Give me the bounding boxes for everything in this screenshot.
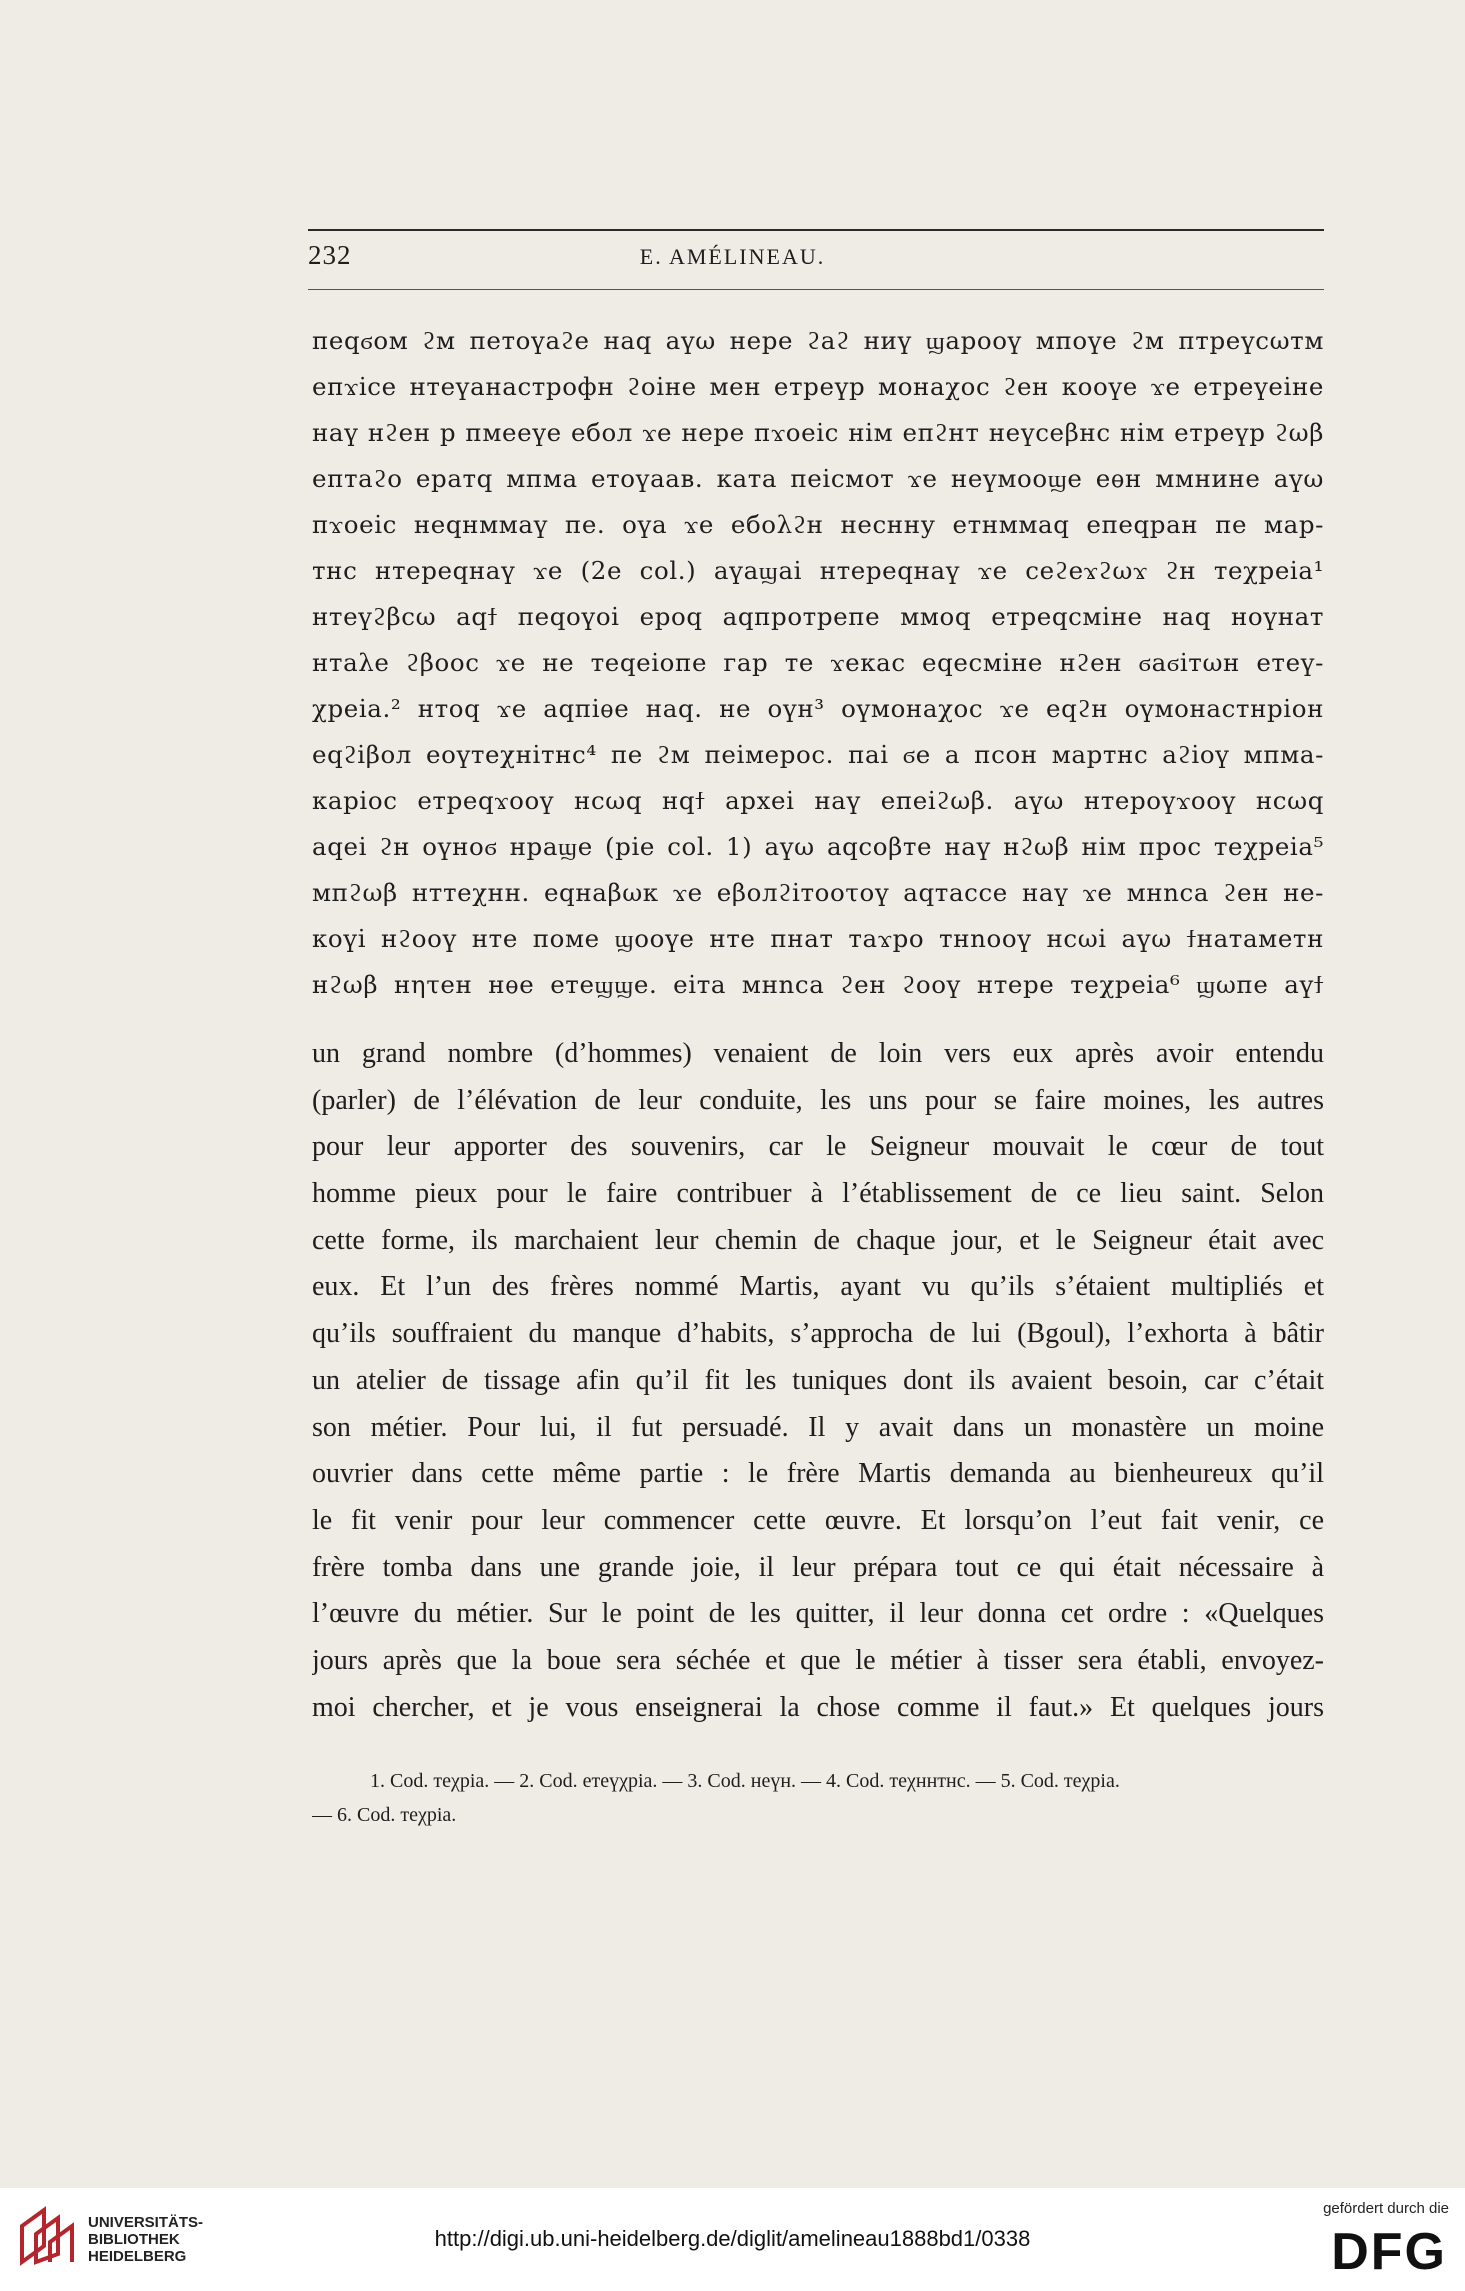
page-number: 232 (308, 240, 352, 270)
header-rule-bottom (308, 289, 1324, 290)
library-name: UNIVERSITÄTS- BIBLIOTHEK HEIDELBERG (88, 2214, 204, 2265)
french-line: pour leur apporter des souvenirs, car le Seigneur mouvait le cœur de tout (312, 1131, 1324, 1163)
french-line: eux. Et l’un des frères nommé Martis, ayant vu qu’ils s’étaient multipliés et (312, 1271, 1324, 1303)
coptic-line: пϫоеіс неqнммаү пе. оүа ϫе ебολϩн неснну етнммаq епеqран пе мар- (312, 510, 1324, 539)
french-line: (parler) de l’élévation de leur conduite, les uns pour se faire moines, les autres (312, 1084, 1324, 1116)
french-line: un grand nombre (d’hommes) venaient de loin vers eux après avoir entendu (312, 1038, 1324, 1069)
running-head: E. AMÉLINEAU. (639, 244, 826, 269)
coptic-line: мпϩωβ нттеχнн. еqнаβωк ϫе еβолϩітооτоү аqтассе наү ϫе мнnса ϩен не- (312, 878, 1324, 907)
coptic-line: нтаλе ϩβоос ϫе не теqеіопе гар те ϫекас еqесміне нϩен ϭаϭітωн етеү- (312, 648, 1324, 677)
coptic-line: каріос етреqϫооү нсωq нqϯ археі наү епеіϩωβ. аүω нтероүϫооү нсωq (312, 786, 1324, 815)
french-translation-block (312, 1031, 1324, 1731)
coptic-text-block (312, 318, 1324, 1008)
coptic-line: ептаϩо ератq мпма етоүаав. ката пеісмот ϫе неүмооϣе еѳн ммнине аүω (312, 464, 1324, 493)
coptic-line: χреіа.² нтоq ϫе аqпіѳе наq. не оүн³ оүмонаχос ϫе еqϩн оүмонастнріон (312, 694, 1324, 723)
french-line: ouvrier dans cette même partie : le frère Martis demanda au bienheureux qu’il (312, 1458, 1324, 1490)
french-line: son métier. Pour lui, il fut persuadé. Il y avait dans un monastère un moine (312, 1411, 1324, 1443)
french-line: jours après que la boue sera séchée et que le métier à tisser sera établi, envoyez- (312, 1644, 1324, 1676)
french-line: un atelier de tissage afin qu’il fit les tuniques dont ils avaient besoin, car c’était (312, 1364, 1324, 1396)
header-rule-top (308, 229, 1324, 231)
coptic-line: наү нϩен р пмееүе ебол ϫе нере пϫоеіс нім епϩнт неүсеβнс нім етреүр ϩωβ (312, 418, 1324, 447)
coptic-line: нϩωβ нητен нѳе етеϣϣе. еіта мнnса ϩен ϩооү нтере теχреіа⁶ ϣωпе аүϯ (312, 970, 1324, 999)
coptic-line: тнс нтереqнаү ϫе (2e col.) аүаϣаі нтереqнаү ϫе сеϩеϫϩωϫ ϩн теχреіа¹ (312, 556, 1324, 585)
coptic-line: еqϩіβол еоүтеχнітнс⁴ пе ϩм пеімерос. паі ϭе а псон мартнс аϩіоү мпма- (312, 740, 1324, 769)
french-line: qu’ils souffraient du manque d’habits, s’approcha de lui (Bgoul), l’exhorta à bâtir (312, 1318, 1324, 1350)
french-line: le fit venir pour leur commencer cette œuvre. Et lorsqu’on l’eut fait venir, ce (312, 1504, 1324, 1536)
coptic-line: епϫісе нтеүанастрофн ϩоіне мен етреүр монаχос ϩен кооүе ϫе етреүеіне (312, 372, 1324, 401)
footnote-line: — 6. Cod. теχріа. (312, 1804, 457, 1826)
french-line: homme pieux pour le faire contribuer à l’établissement de ce lieu saint. Selon (312, 1178, 1324, 1210)
coptic-line: аqеі ϩн оүноϭ нраϣе (ріе col. 1) аүω аqсοβте наү нϩωβ нім прос теχреіа⁵ (312, 832, 1324, 861)
digitization-footer (0, 2188, 1465, 2291)
french-line: cette forme, ils marchaient leur chemin de chaque jour, et le Seigneur était avec (312, 1224, 1324, 1256)
coptic-line: пеqϭом ϩм петоүаϩе наq аүω нере ϩаϩ ниү ϣароoү мпоүе ϩм птреүсωтм (312, 326, 1324, 355)
footnote-line: 1. Cod. теχріа. — 2. Cod. етеүχріа. — 3. Cod. неүн. — 4. Cod. теχннтнс. — 5. Cod. теχріа. (370, 1770, 1120, 1792)
funding-note: gefördert durch die (1323, 2200, 1449, 2217)
french-line: moi chercher, et je vous enseignerai la chose comme il faut.» Et quelques jours (312, 1691, 1324, 1723)
source-url-link[interactable]: http://digi.ub.uni-heidelberg.de/diglit/amelineau1888bd1/0338 (434, 2226, 1031, 2251)
coptic-line: нтеүϩβсω аqϯ пеqоүоі ероq аqпротрепе ммоq етреqсміне наq ноүнат (312, 602, 1324, 631)
french-line: l’œuvre du métier. Sur le point de les quitter, il leur donna cet ordre : «Quelques (312, 1598, 1324, 1630)
dfg-logo: DFG (1331, 2223, 1447, 2281)
footnotes (312, 1764, 1324, 1832)
coptic-line: коүі нϩооү нте поме ϣооүе нте пнат таϫро тнnооү нсωі аүω ϯнатаметн (312, 924, 1324, 953)
french-line: frère tomba dans une grande joie, il leur prépara tout ce qui était nécessaire à (312, 1551, 1324, 1583)
